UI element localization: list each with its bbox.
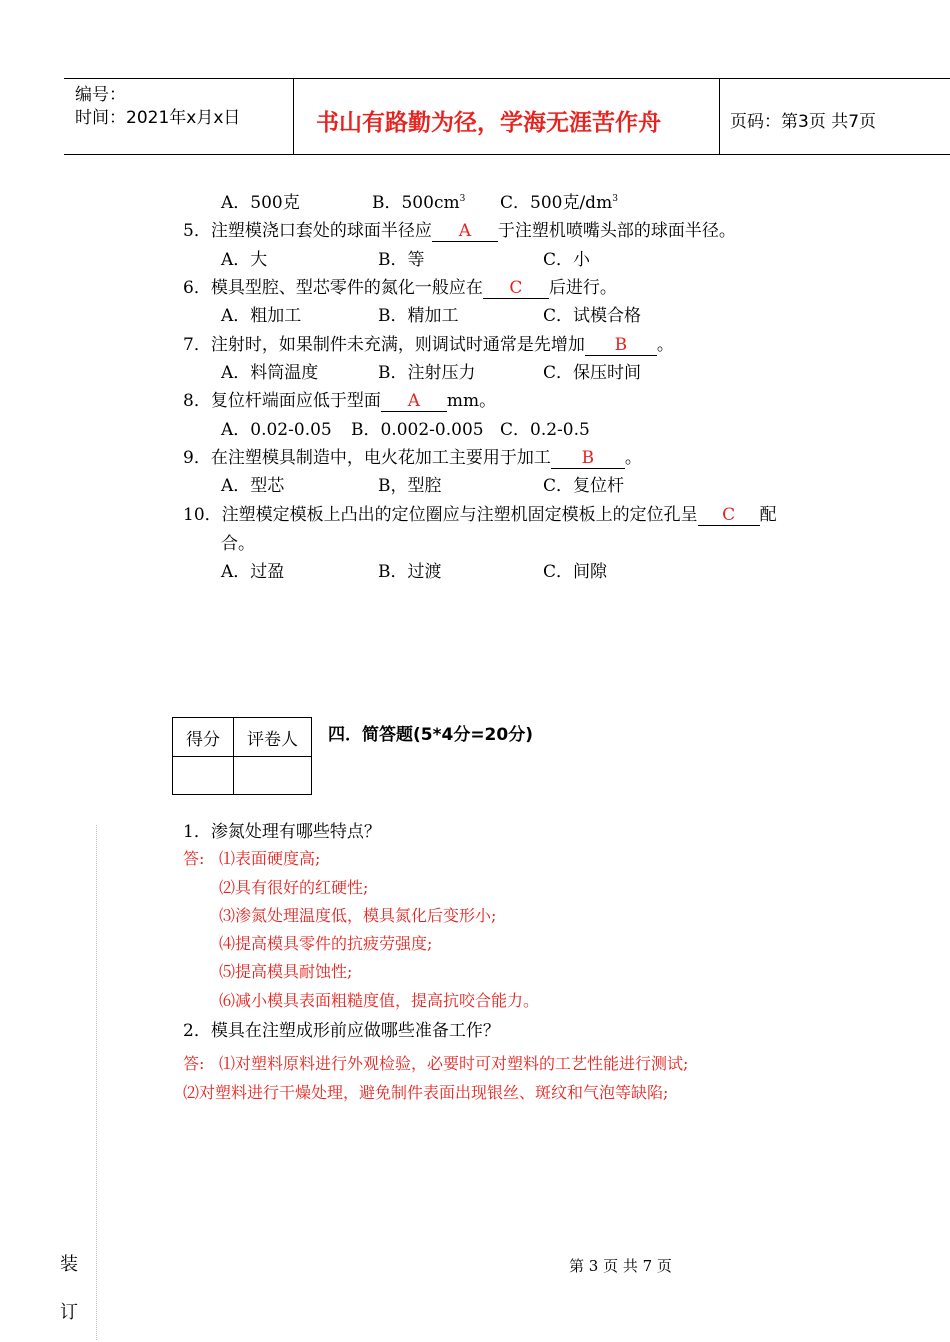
answer-blank-9: B [551,449,625,469]
section-4-title: 四．简答题(5*4分=20分) [328,725,533,745]
answer-blank-7: B [585,336,657,356]
page-info: 页码：第3页 共7页 [730,112,877,132]
score-value-cell[interactable] [172,756,234,795]
q9-option-b: B，型腔 [378,476,442,496]
question-10: 10．注塑模定模板上凸出的定位圈应与注塑机固定模板上的定位孔呈 C 配 [183,505,777,525]
binding-char-1: 装 [60,1254,78,1275]
answer-1-line-6: ⑹减小模具表面粗糙度值，提高抗咬合能力。 [219,991,540,1010]
q7-option-b: B．注射压力 [378,363,476,383]
question-6: 6．模具型腔、型芯零件的氮化一般应在 C 后进行。 [183,278,617,298]
grader-header-cell: 评卷人 [233,717,312,757]
answer-1-line-1: ⑴表面硬度高; [219,849,321,868]
answer-2-line-1: ⑴对塑料原料进行外观检验，必要时可对塑料的工艺性能进行测试; [219,1054,689,1073]
q4-option-c: C．500克$/dm^3$ [500,193,618,213]
answer-blank-8: A [381,392,447,412]
question-10-continuation: 合。 [221,534,255,554]
answer-1-label: 答: [183,849,205,868]
short-question-2: 2．模具在注塑成形前应做哪些准备工作？ [183,1021,500,1041]
answer-1-line-4: ⑷提高模具零件的抗疲劳强度; [219,934,433,953]
doc-number-label: 编号： [75,85,126,105]
answer-2-label: 答: [183,1054,205,1073]
q7-option-a: A．料筒温度 [221,363,319,383]
header-divider-right [719,78,720,155]
grader-value-cell[interactable] [233,756,312,795]
doc-time-label: 时间：2021年x月x日 [75,108,241,128]
q6-option-a: A．粗加工 [221,306,302,326]
header-motto: 书山有路勤为径，学海无涯苦作舟 [316,110,661,136]
short-question-1: 1．渗氮处理有哪些特点？ [183,822,381,842]
q5-option-a: A．大 [221,250,268,270]
answer-1-line-5: ⑸提高模具耐蚀性; [219,962,353,981]
answer-blank-10: C [698,506,760,526]
q8-option-c: C．0.2-0.5 [500,420,590,440]
question-5: 5．注塑模浇口套处的球面半径应 A 于注塑机喷嘴头部的球面半径。 [183,221,736,241]
q9-option-a: A．型芯 [221,476,285,496]
q10-option-a: A．过盈 [221,562,285,582]
q4-option-b: B．$500cm^3$ [372,193,466,213]
q6-option-c: C．试模合格 [543,306,642,326]
answer-blank-5: A [432,222,498,242]
q5-option-c: C．小 [543,250,591,270]
q4-option-a: A．500克 [221,193,300,213]
answer-blank-6: C [483,279,549,299]
q9-option-c: C．复位杆 [543,476,625,496]
q8-option-b: B．0.002-0.005 [351,420,484,440]
answer-2-line-2: ⑵对塑料进行干燥处理，避免制件表面出现银丝、斑纹和气泡等缺陷; [183,1083,669,1102]
q5-option-b: B．等 [378,250,425,270]
header-top-rule [64,78,950,79]
binding-dotted-line [96,825,97,1340]
score-header-cell: 得分 [172,717,234,757]
header-divider-left [293,78,294,155]
footer-page-number: 第 3 页 共 7 页 [569,1257,672,1275]
q6-option-b: B．精加工 [378,306,459,326]
q7-option-c: C．保压时间 [543,363,642,383]
question-8: 8．复位杆端面应低于型面 A mm。 [183,391,497,411]
answer-1-line-3: ⑶渗氮处理温度低，模具氮化后变形小; [219,906,497,925]
q8-option-a: A．0.02-0.05 [221,420,332,440]
question-9: 9．在注塑模具制造中，电火花加工主要用于加工 B 。 [183,448,642,468]
q10-option-b: B．过渡 [378,562,442,582]
question-7: 7．注射时，如果制件未充满，则调试时通常是先增加 B 。 [183,335,674,355]
answer-1-line-2: ⑵具有很好的红硬性; [219,878,369,897]
header-bottom-rule [64,154,950,155]
binding-char-2: 订 [60,1302,78,1323]
q10-option-c: C．间隙 [543,562,608,582]
